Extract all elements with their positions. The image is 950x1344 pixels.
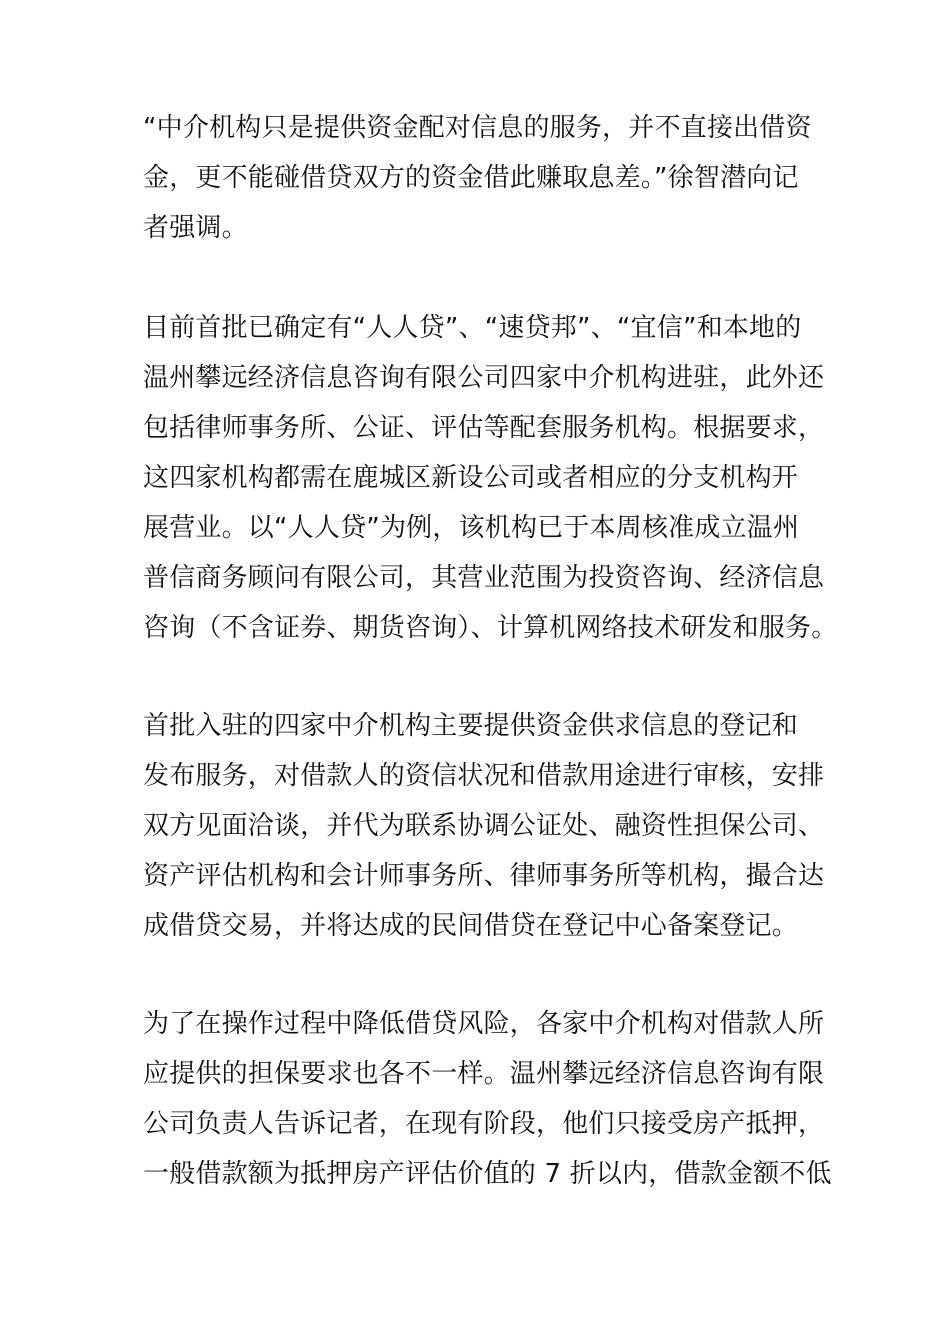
text-line: 者强调。 [143,213,248,243]
text-line: 目前首批已确定有“人人贷”、“速贷邦”、“宜信”和本地的 [143,313,802,343]
text-line: 金，更不能碰借贷双方的资金借此赚取息差。”徐智潜向记 [143,163,799,193]
text-line: 公司负责人告诉记者，在现有阶段，他们只接受房产抵押， [143,1109,825,1139]
text-line: 发布服务，对借款人的资信状况和借款用途进行审核，安排 [143,761,825,791]
text-line: 首批入驻的四家中介机构主要提供资金供求信息的登记和 [143,711,799,741]
text-line: “中介机构只是提供资金配对信息的服务，并不直接出借资 [143,113,812,143]
text-line: 温州攀远经济信息咨询有限公司四家中介机构进驻，此外还 [143,363,825,393]
text-line: 双方见面洽谈，并代为联系协调公证处、融资性担保公司、 [143,811,825,841]
text-line: 普信商务顾问有限公司，其营业范围为投资咨询、经济信息 [143,563,825,593]
paragraph-institutions [143,303,838,653]
text-line: 咨询（不含证券、期货咨询）、计算机网络技术研发和服务。 [143,613,838,643]
paragraph-risk [143,999,838,1199]
text-line: 应提供的担保要求也各不一样。温州攀远经济信息咨询有限 [143,1059,825,1089]
text-line: 包括律师事务所、公证、评估等配套服务机构。根据要求， [143,413,825,443]
text-line: 一般借款额为抵押房产评估价值的 7 折以内，借款金额不低 [143,1159,832,1189]
text-line: 资产评估机构和会计师事务所、律师事务所等机构，撮合达 [143,861,825,891]
text-line: 为了在操作过程中降低借贷风险，各家中介机构对借款人所 [143,1009,825,1039]
text-line: 展营业。以“人人贷”为例，该机构已于本周核准成立温州 [143,513,800,543]
text-line: 成借贷交易，并将达成的民间借贷在登记中心备案登记。 [143,911,799,941]
paragraph-quote [143,103,838,253]
paragraph-services [143,701,838,951]
text-line: 这四家机构都需在鹿城区新设公司或者相应的分支机构开 [143,463,799,493]
